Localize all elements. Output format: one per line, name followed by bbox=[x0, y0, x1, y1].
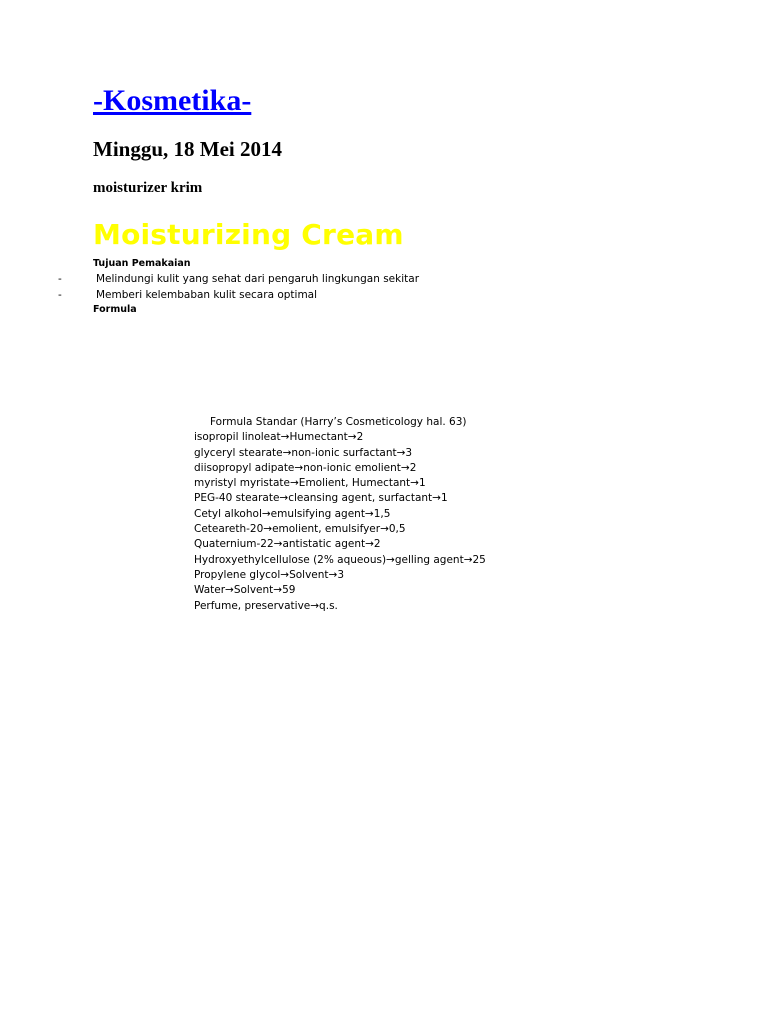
formula-item: Cetyl alkohol→emulsifying agent→1,5 bbox=[194, 507, 391, 520]
purpose-label: Tujuan Pemakaian bbox=[93, 258, 191, 269]
formula-item: Perfume, preservative→q.s. bbox=[194, 599, 338, 612]
formula-item: Quaternium-22→antistatic agent→2 bbox=[194, 538, 381, 551]
formula-item: PEG-40 stearate→cleansing agent, surfactant→1 bbox=[194, 492, 448, 505]
formula-list bbox=[194, 415, 486, 614]
formula-item: Propylene glycol→Solvent→3 bbox=[194, 568, 345, 581]
purpose-item-text: Memberi kelembaban kulit secara optimal bbox=[96, 289, 318, 301]
formula-caption: Formula Standar (Harry’s Cosmeticology hal. 63) bbox=[210, 416, 467, 428]
formula-item: myristyl myristate→Emolient, Humectant→1 bbox=[194, 477, 426, 490]
bullet-dash: - bbox=[58, 273, 62, 285]
purpose-item-text: Melindungi kulit yang sehat dari pengaruh lingkungan sekitar bbox=[96, 273, 420, 285]
formula-item: diisopropyl adipate→non-ionic emolient→2 bbox=[194, 461, 417, 474]
blog-title-link[interactable]: -Kosmetika- bbox=[93, 84, 252, 117]
formula-item: glyceryl stearate→non-ionic surfactant→3 bbox=[194, 446, 413, 459]
formula-label: Formula bbox=[93, 304, 137, 315]
formula-item: Hydroxyethylcellulose (2% aqueous)→gelling agent→25 bbox=[194, 553, 486, 566]
document-heading: Moisturizing Cream bbox=[93, 218, 404, 251]
post-date: Minggu, 18 Mei 2014 bbox=[93, 137, 282, 161]
post-title: moisturizer krim bbox=[93, 180, 203, 196]
formula-item: isopropil linoleat→Humectant→2 bbox=[194, 431, 364, 444]
formula-item: Ceteareth-20→emolient, emulsifyer→0,5 bbox=[194, 523, 406, 536]
formula-item: Water→Solvent→59 bbox=[194, 584, 296, 597]
bullet-dash: - bbox=[58, 289, 62, 301]
